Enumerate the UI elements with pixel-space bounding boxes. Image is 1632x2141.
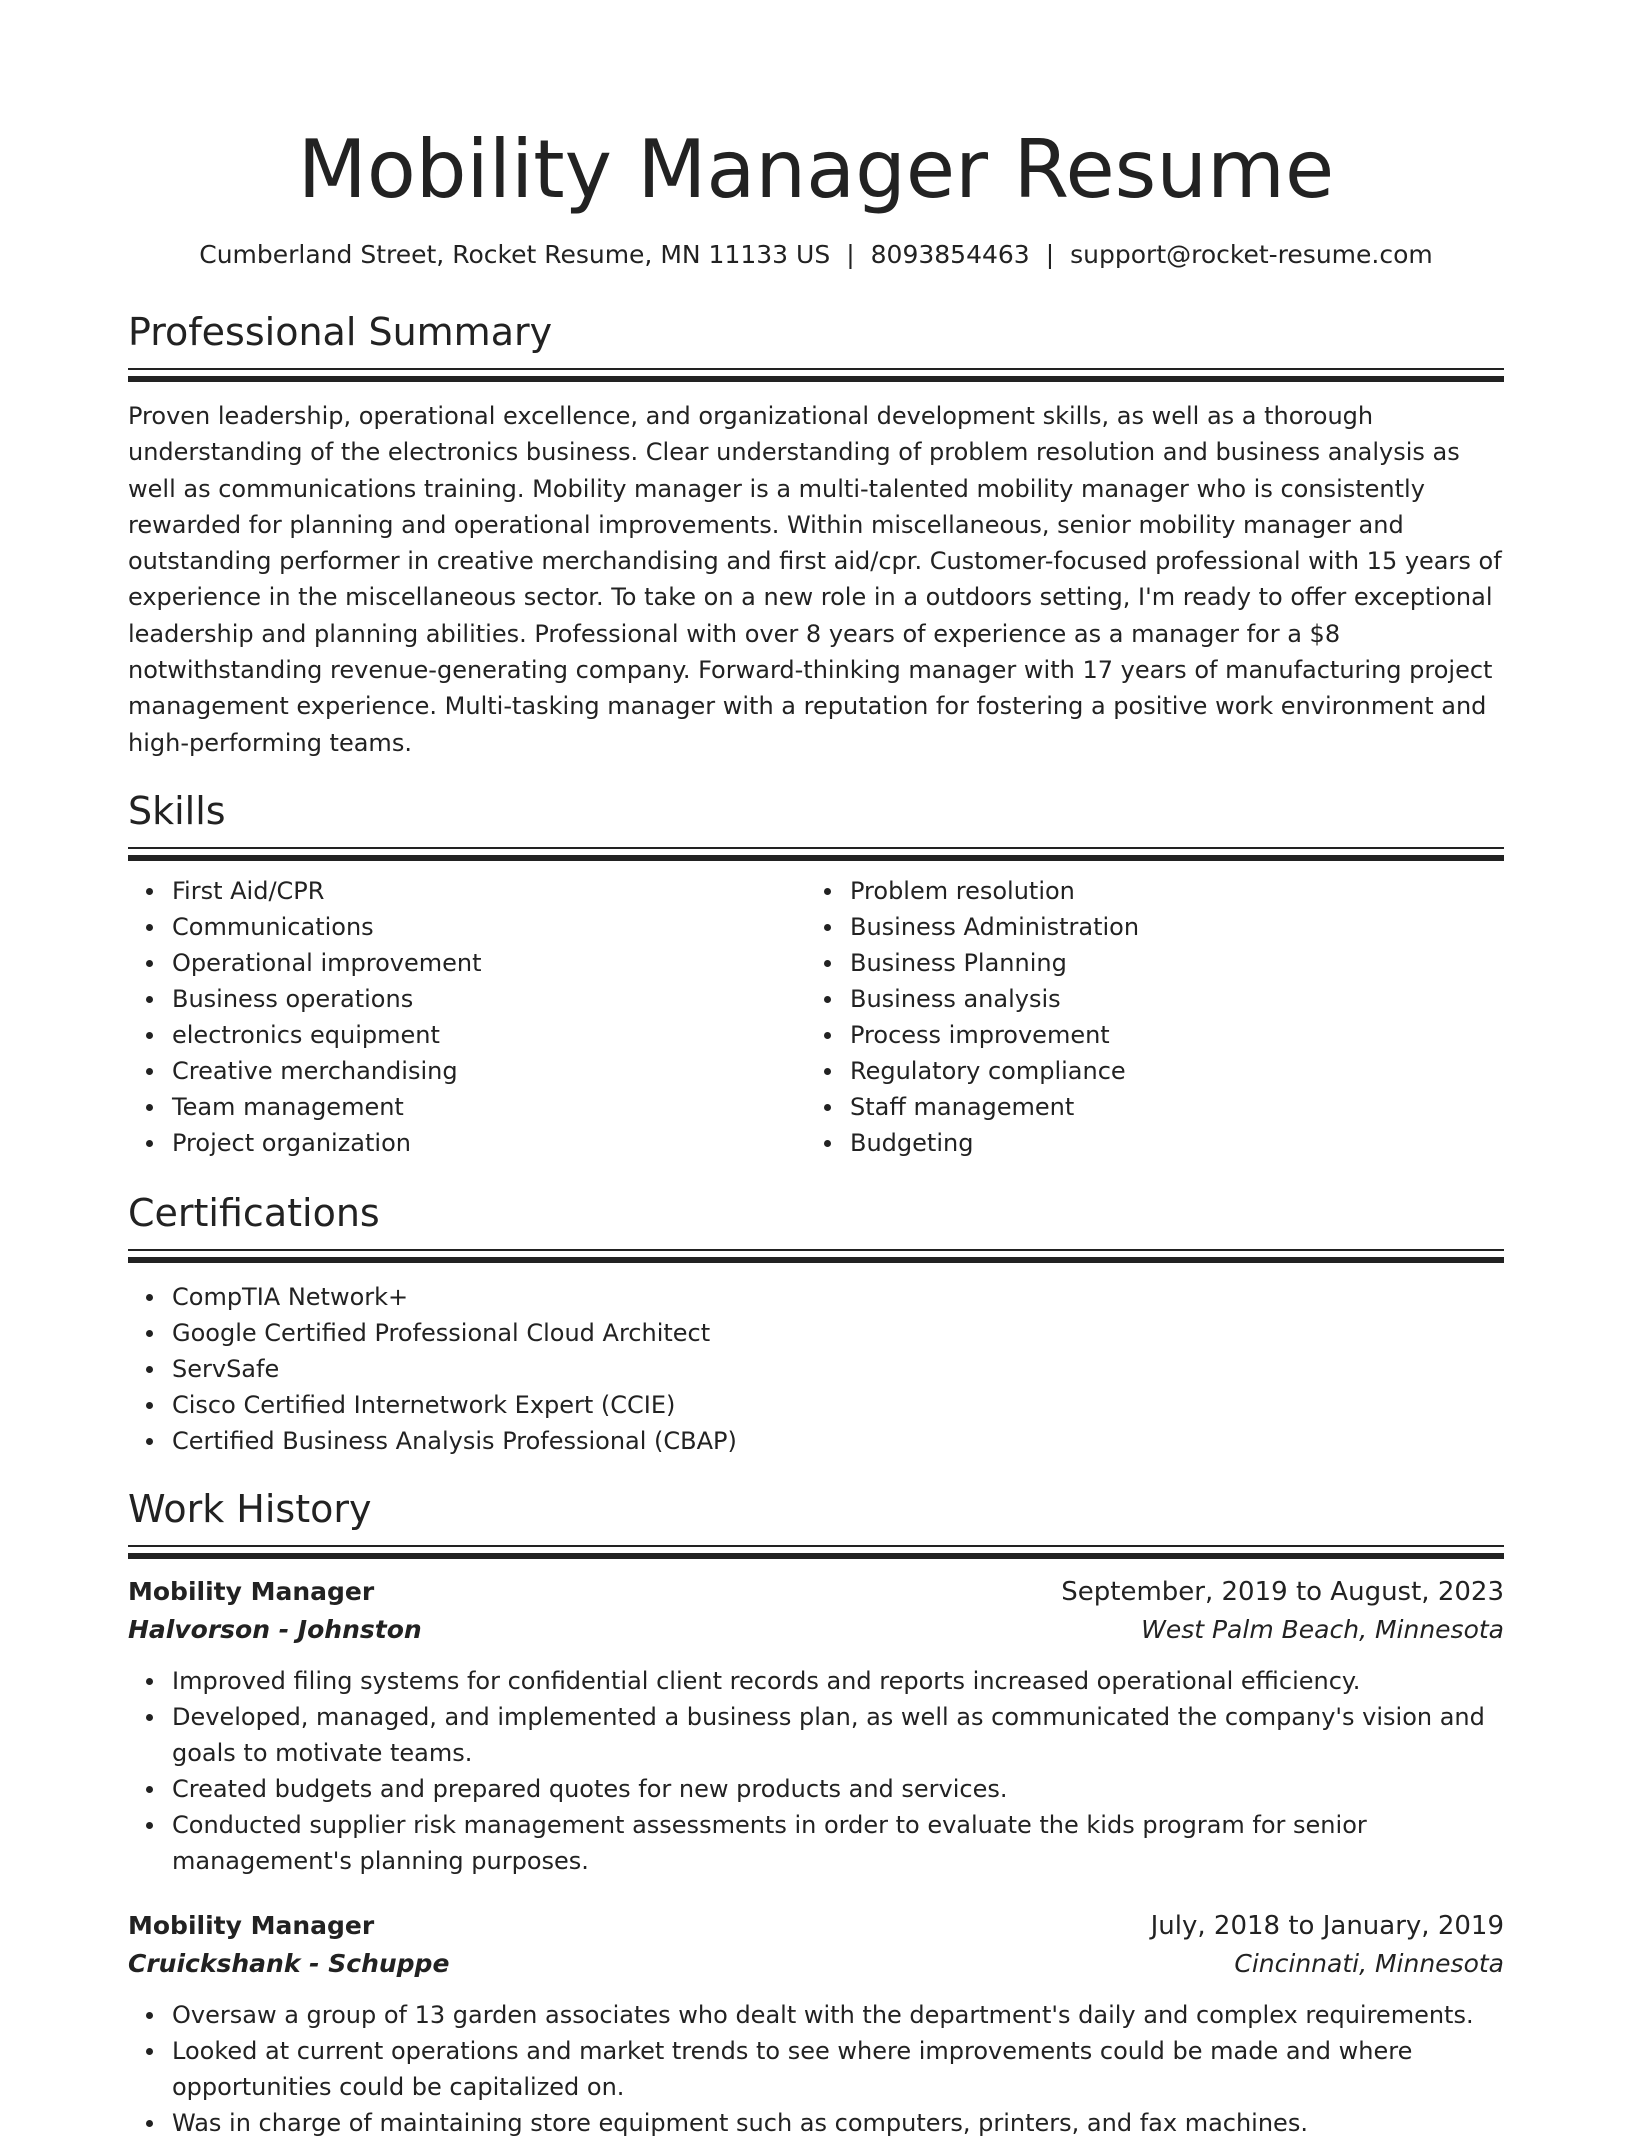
certification-item: ServSafe: [172, 1351, 1504, 1387]
job-header: [128, 1907, 1504, 1945]
job-title: Mobility Manager: [128, 1576, 375, 1606]
contact-phone: 8093854463: [870, 240, 1030, 269]
job-duty: Improved filing systems for confidential client records and reports increased operational efficiency.: [172, 1663, 1504, 1699]
contact-line: [128, 238, 1504, 272]
job-company: Cruickshank - Schuppe: [128, 1948, 450, 1978]
job-location: West Palm Beach, Minnesota: [1141, 1614, 1504, 1644]
section-divider: [128, 368, 1504, 382]
certification-item: CompTIA Network+: [172, 1279, 1504, 1315]
resume-title: Mobility Manager Resume: [297, 123, 1335, 216]
job-subheader: [128, 1611, 1504, 1649]
job-dates: September, 2019 to August, 2023: [1061, 1576, 1504, 1607]
job-duty: Created budgets and prepared quotes for new products and services.: [172, 1771, 1504, 1807]
skills-section: [128, 787, 1504, 1161]
skill-item: Team management: [172, 1089, 806, 1125]
skill-item: Business Planning: [850, 945, 1484, 981]
section-divider: [128, 847, 1504, 861]
contact-separator: |: [1045, 240, 1055, 269]
skill-item: First Aid/CPR: [172, 873, 806, 909]
certification-item: Google Certified Professional Cloud Architect: [172, 1315, 1504, 1351]
skill-item: Business operations: [172, 981, 806, 1017]
job-duties-list: [128, 1997, 1504, 2141]
skill-item: Problem resolution: [850, 873, 1484, 909]
job-location: Cincinnati, Minnesota: [1234, 1948, 1504, 1978]
job-entry: [128, 1907, 1504, 2141]
skills-column-left: [128, 873, 806, 1161]
skill-item: Operational improvement: [172, 945, 806, 981]
summary-section: [128, 308, 1504, 761]
certifications-list: [128, 1279, 1504, 1459]
certification-item: Cisco Certified Internetwork Expert (CCIE): [172, 1387, 1504, 1423]
skills-list-left: [128, 873, 806, 1161]
skill-item: Communications: [172, 909, 806, 945]
job-duty: Looked at current operations and market trends to see where improvements could be made and where opportunities could be capitalized on.: [172, 2033, 1504, 2105]
skill-item: Creative merchandising: [172, 1053, 806, 1089]
skill-item: Staff management: [850, 1089, 1484, 1125]
skill-item: Regulatory compliance: [850, 1053, 1484, 1089]
work-history-heading: Work History: [128, 1486, 372, 1531]
skill-item: Business Administration: [850, 909, 1484, 945]
job-entry: [128, 1573, 1504, 1879]
skill-item: Project organization: [172, 1125, 806, 1161]
job-company: Halvorson - Johnston: [128, 1614, 422, 1644]
summary-heading: Professional Summary: [128, 310, 553, 354]
skills-list-right: [806, 873, 1484, 1161]
summary-text: Proven leadership, operational excellence, and organizational development skills, as well as a thorough understanding of the electronics business. Clear understanding of problem resolution and business analysis as well as communications training. Mobility manager is a multi-talented mobility manager who is consistently rewarded for planning and operational improvements. Within miscellaneous, senior mobility manager and outstanding performer in creative merchandising and first aid/cpr. Customer-focused professional with 15 years of experience in the miscellaneous sector. To take on a new role in a outdoors setting, I'm ready to offer exceptional leadership and planning abilities. Professional with over 8 years of experience as a manager for a $8 notwithstanding revenue-generating company. Forward-thinking manager with 17 years of manufacturing project management experience. Multi-tasking manager with a reputation for fostering a positive work environment and high-performing teams.: [128, 402, 1502, 757]
certification-item: Certified Business Analysis Professional (CBAP): [172, 1423, 1504, 1459]
job-duty: Developed, managed, and implemented a business plan, as well as communicated the company's vision and goals to motivate teams.: [172, 1699, 1504, 1771]
certifications-section: [128, 1189, 1504, 1459]
skill-item: Budgeting: [850, 1125, 1484, 1161]
section-divider: [128, 1249, 1504, 1263]
job-title: Mobility Manager: [128, 1910, 375, 1940]
skill-item: Business analysis: [850, 981, 1484, 1017]
job-header: [128, 1573, 1504, 1611]
job-duties-list: [128, 1663, 1504, 1879]
job-duty: Was in charge of maintaining store equipment such as computers, printers, and fax machines.: [172, 2105, 1504, 2141]
job-duty: Oversaw a group of 13 garden associates who dealt with the department's daily and complex requirements.: [172, 1997, 1504, 2033]
skills-heading: Skills: [128, 788, 226, 833]
skills-column-right: [806, 873, 1484, 1161]
job-subheader: [128, 1945, 1504, 1983]
contact-address: Cumberland Street, Rocket Resume, MN 11133 US: [199, 240, 831, 269]
job-dates: July, 2018 to January, 2019: [1150, 1910, 1504, 1941]
skill-item: Process improvement: [850, 1017, 1484, 1053]
section-divider: [128, 1545, 1504, 1559]
contact-email: support@rocket-resume.com: [1070, 240, 1433, 269]
work-history-section: [128, 1485, 1504, 2141]
contact-separator: |: [846, 240, 855, 269]
certifications-heading: Certifications: [128, 1190, 380, 1235]
resume-page: [128, 0, 1504, 2141]
job-duty: Conducted supplier risk management assessments in order to evaluate the kids program for senior management's planning purposes.: [172, 1807, 1504, 1879]
skills-grid: [128, 873, 1504, 1161]
skill-item: electronics equipment: [172, 1017, 806, 1053]
